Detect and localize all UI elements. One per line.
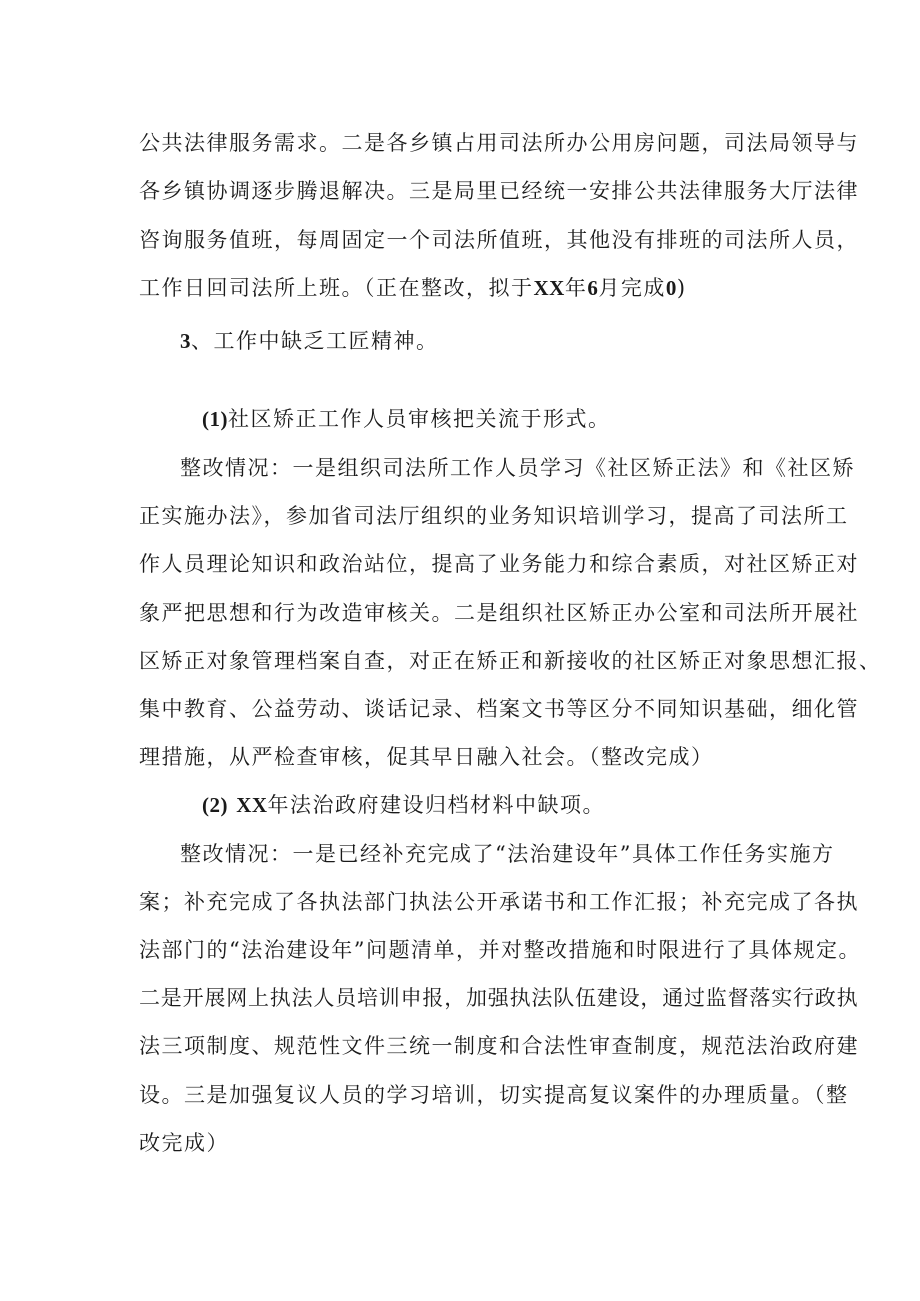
paragraph-line-6 [139, 501, 849, 531]
paragraph-line-10 [139, 694, 859, 724]
paragraph-line-17 [139, 1080, 849, 1110]
text-run: 正实施办法》，参加省司法厅组织的业务知识培训学习，提高了司法所工 [139, 504, 849, 528]
text-run: 公共法律服务需求。二是各乡镇占用司法所办公用房问题，司法局领导与 [139, 131, 859, 155]
paragraph-line-5 [180, 453, 855, 483]
paragraph-line-13 [139, 887, 859, 917]
subsection-title: 年法治政府建设归档材料中缺项。 [267, 793, 606, 817]
text-run: 象严把思想和行为改造审核关。二是组织社区矫正办公室和司法所开展社 [139, 601, 859, 625]
text-run: 整改情况：一是组织司法所工作人员学习《社区矫正法》和《社区矫 [180, 456, 855, 480]
paragraph-line-15 [139, 983, 858, 1013]
paragraph-line-1 [139, 128, 859, 158]
text-run: ) [676, 276, 687, 300]
subsection-heading-1 [202, 404, 611, 434]
text-run: 咨询服务值班，每周固定一个司法所值班，其他没有排班的司法所人员， [139, 228, 859, 252]
text-run: 年 [564, 276, 588, 300]
paragraph-line-14 [139, 935, 861, 965]
paragraph-line-9 [139, 646, 882, 676]
bold-text-run: XX [236, 793, 268, 817]
text-run: 理措施，从严检查审核，促其早日融入社会。（整改完成） [139, 745, 714, 769]
text-run: 改完成） [139, 1131, 229, 1155]
paragraph-line-7 [139, 549, 859, 579]
text-run: 区矫正对象管理档案自查，对正在矫正和新接收的社区矫正对象思想汇报、 [139, 649, 882, 673]
bold-text-run: 0 [665, 276, 677, 300]
paragraph-line-16 [139, 1031, 859, 1061]
subsection-number: (2) [202, 793, 228, 817]
subsection-number: (1) [202, 407, 228, 431]
section-heading-3 [180, 326, 439, 356]
text-run: 各乡镇协调逐步腾退解决。三是局里已经统一安排公共法律服务大厅法律 [139, 179, 859, 203]
subsection-heading-2 [202, 790, 605, 820]
paragraph-line-8 [139, 598, 859, 628]
text-run: 设。三是加强复议人员的学习培训，切实提高复议案件的办理质量。（整 [139, 1083, 849, 1107]
text-run: 二是开展网上执法人员培训申报，加强执法队伍建设，通过监督落实行政执 [139, 986, 859, 1010]
paragraph-line-11 [139, 742, 714, 772]
paragraph-line-3 [139, 225, 859, 255]
bold-text-run: 6 [587, 276, 599, 300]
text-run: 作人员理论知识和政治站位，提高了业务能力和综合素质，对社区矫正对 [139, 552, 859, 576]
text-run: 工作日回司法所上班。（正在整改，拟于 [139, 276, 534, 300]
text-run: 整改情况：一是已经补充完成了“法治建设年”具体工作任务实施方 [180, 842, 835, 866]
text-run: 集中教育、公益劳动、谈话记录、档案文书等区分不同知识基础，细化管 [139, 697, 859, 721]
text-run: 法三项制度、规范性文件三统一制度和合法性审查制度，规范法治政府建 [139, 1034, 859, 1058]
bold-text-run: XX [533, 276, 565, 300]
subsection-title: 社区矫正工作人员审核把关流于形式。 [228, 407, 611, 431]
section-title: 、工作中缺乏工匠精神。 [191, 329, 439, 353]
text-run: 月完成 [598, 276, 666, 300]
section-number: 3 [180, 329, 191, 353]
paragraph-line-18 [139, 1128, 229, 1158]
text-run: 法部门的“法治建设年”问题清单，并对整改措施和时限进行了具体规定。 [139, 938, 861, 962]
paragraph-line-4 [139, 273, 687, 303]
text-run: 案；补充完成了各执法部门执法公开承诺书和工作汇报；补充完成了各执 [139, 890, 859, 914]
paragraph-line-2 [139, 176, 859, 206]
paragraph-line-12 [180, 839, 834, 869]
